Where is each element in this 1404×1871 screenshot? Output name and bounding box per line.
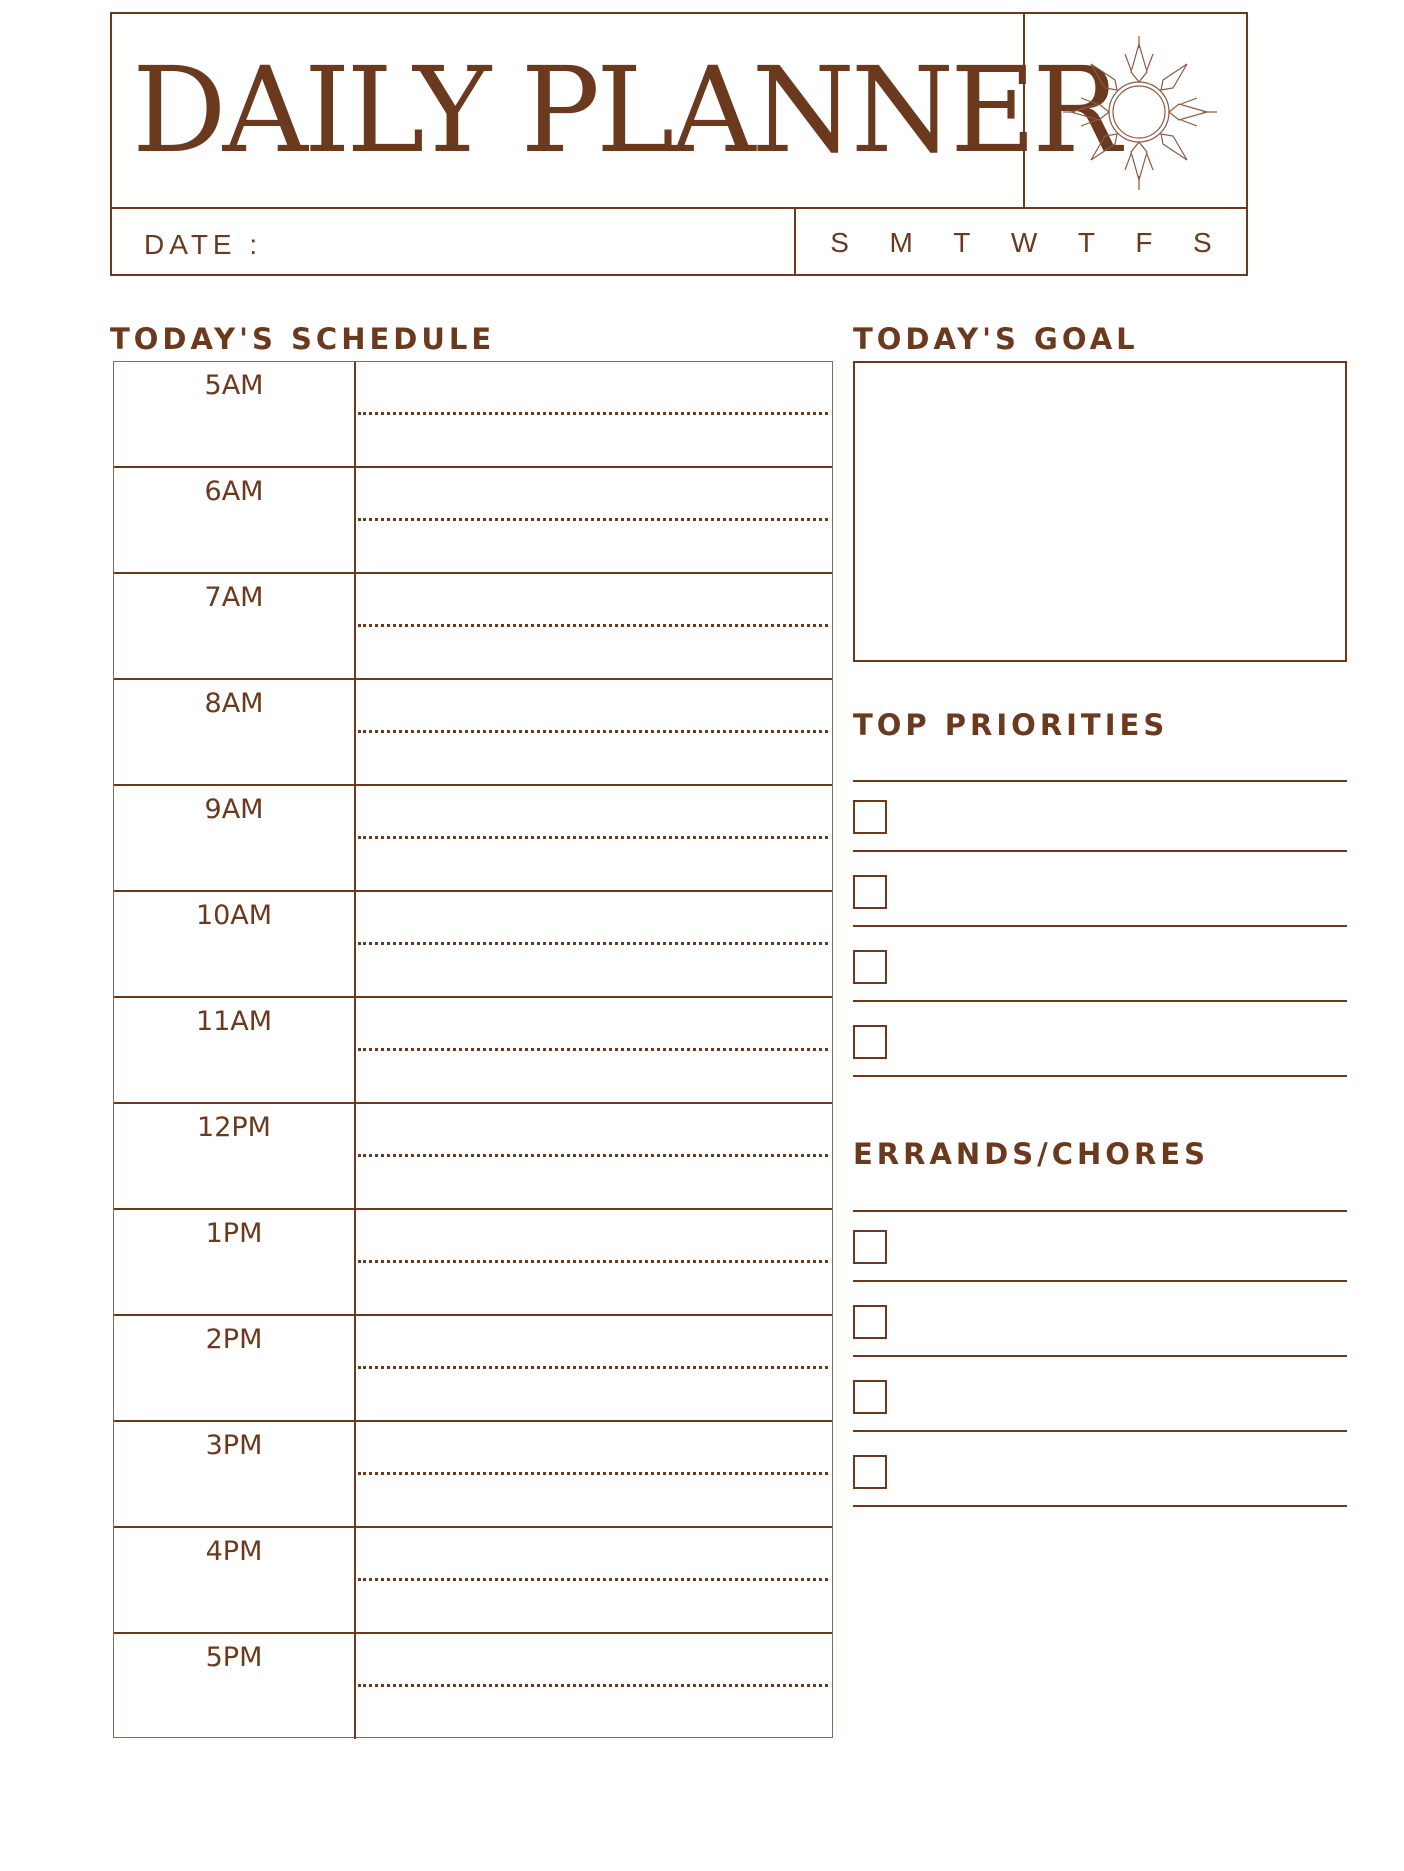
- weekday-thursday[interactable]: T: [1077, 226, 1095, 258]
- priority-checkbox[interactable]: [853, 1025, 887, 1059]
- weekday-wednesday[interactable]: W: [1010, 226, 1038, 258]
- schedule-row[interactable]: [114, 892, 832, 998]
- weekday-sunday[interactable]: S: [830, 226, 849, 258]
- errand-checkbox[interactable]: [853, 1305, 887, 1339]
- planner-header: [110, 12, 1248, 276]
- priority-checkbox[interactable]: [853, 950, 887, 984]
- list-divider: [853, 1430, 1347, 1432]
- schedule-table: [113, 361, 833, 1738]
- sun-icon: [1025, 14, 1248, 207]
- date-row: [112, 207, 1246, 274]
- time-label: 10AM: [195, 900, 273, 931]
- weekday-saturday[interactable]: S: [1193, 226, 1212, 258]
- entry-line[interactable]: [358, 836, 828, 839]
- entry-line[interactable]: [358, 1048, 828, 1051]
- schedule-row[interactable]: [114, 998, 832, 1104]
- goal-title: TODAY'S GOAL: [853, 322, 1139, 356]
- time-label: 9AM: [204, 794, 264, 825]
- list-divider: [853, 1505, 1347, 1507]
- time-label: 1PM: [205, 1218, 263, 1249]
- schedule-row[interactable]: [114, 680, 832, 786]
- list-divider: [853, 1210, 1347, 1212]
- entry-line[interactable]: [358, 1366, 828, 1369]
- entry-line[interactable]: [358, 1472, 828, 1475]
- schedule-row[interactable]: [114, 1528, 832, 1634]
- schedule-row[interactable]: [114, 1104, 832, 1210]
- title-cell: [112, 14, 1118, 207]
- goal-box[interactable]: [853, 361, 1347, 662]
- time-label: 6AM: [204, 476, 264, 507]
- time-label: 7AM: [204, 582, 264, 613]
- entry-line[interactable]: [358, 624, 828, 627]
- time-label: 4PM: [205, 1536, 263, 1567]
- priority-checkbox[interactable]: [853, 800, 887, 834]
- time-label: 5AM: [204, 370, 264, 401]
- time-label: 12PM: [197, 1112, 271, 1143]
- entry-line[interactable]: [358, 518, 828, 521]
- list-divider: [853, 1355, 1347, 1357]
- weekday-selector: [796, 209, 1246, 276]
- time-label: 2PM: [205, 1324, 263, 1355]
- errands-title: ERRANDS/CHORES: [853, 1137, 1209, 1171]
- date-label: DATE :: [144, 229, 263, 260]
- schedule-row[interactable]: [114, 1316, 832, 1422]
- priorities-title: TOP PRIORITIES: [853, 708, 1169, 742]
- list-divider: [853, 925, 1347, 927]
- time-label: 11AM: [195, 1006, 273, 1037]
- entry-line[interactable]: [358, 412, 828, 415]
- schedule-row[interactable]: [114, 362, 832, 468]
- list-divider: [853, 1280, 1347, 1282]
- list-divider: [853, 850, 1347, 852]
- entry-line[interactable]: [358, 1260, 828, 1263]
- entry-line[interactable]: [358, 1684, 828, 1687]
- list-divider: [853, 780, 1347, 782]
- time-label: 3PM: [205, 1430, 263, 1461]
- errand-checkbox[interactable]: [853, 1380, 887, 1414]
- weekday-monday[interactable]: M: [889, 226, 913, 258]
- errand-checkbox[interactable]: [853, 1455, 887, 1489]
- errand-checkbox[interactable]: [853, 1230, 887, 1264]
- date-field[interactable]: [112, 209, 796, 276]
- emblem-cell: [1025, 14, 1248, 207]
- entry-line[interactable]: [358, 942, 828, 945]
- time-label: 5PM: [205, 1642, 263, 1673]
- weekday-friday[interactable]: F: [1135, 226, 1153, 258]
- schedule-title: TODAY'S SCHEDULE: [110, 322, 496, 356]
- entry-line[interactable]: [358, 1578, 828, 1581]
- entry-line[interactable]: [358, 730, 828, 733]
- priority-checkbox[interactable]: [853, 875, 887, 909]
- schedule-row[interactable]: [114, 1634, 832, 1740]
- schedule-row[interactable]: [114, 1210, 832, 1316]
- page-title: DAILY PLANNER: [132, 41, 1118, 179]
- weekday-tuesday[interactable]: T: [953, 226, 971, 258]
- list-divider: [853, 1075, 1347, 1077]
- entry-line[interactable]: [358, 1154, 828, 1157]
- schedule-row[interactable]: [114, 1422, 832, 1528]
- schedule-row[interactable]: [114, 574, 832, 680]
- schedule-row[interactable]: [114, 786, 832, 892]
- time-label: 8AM: [204, 688, 264, 719]
- schedule-row[interactable]: [114, 468, 832, 574]
- list-divider: [853, 1000, 1347, 1002]
